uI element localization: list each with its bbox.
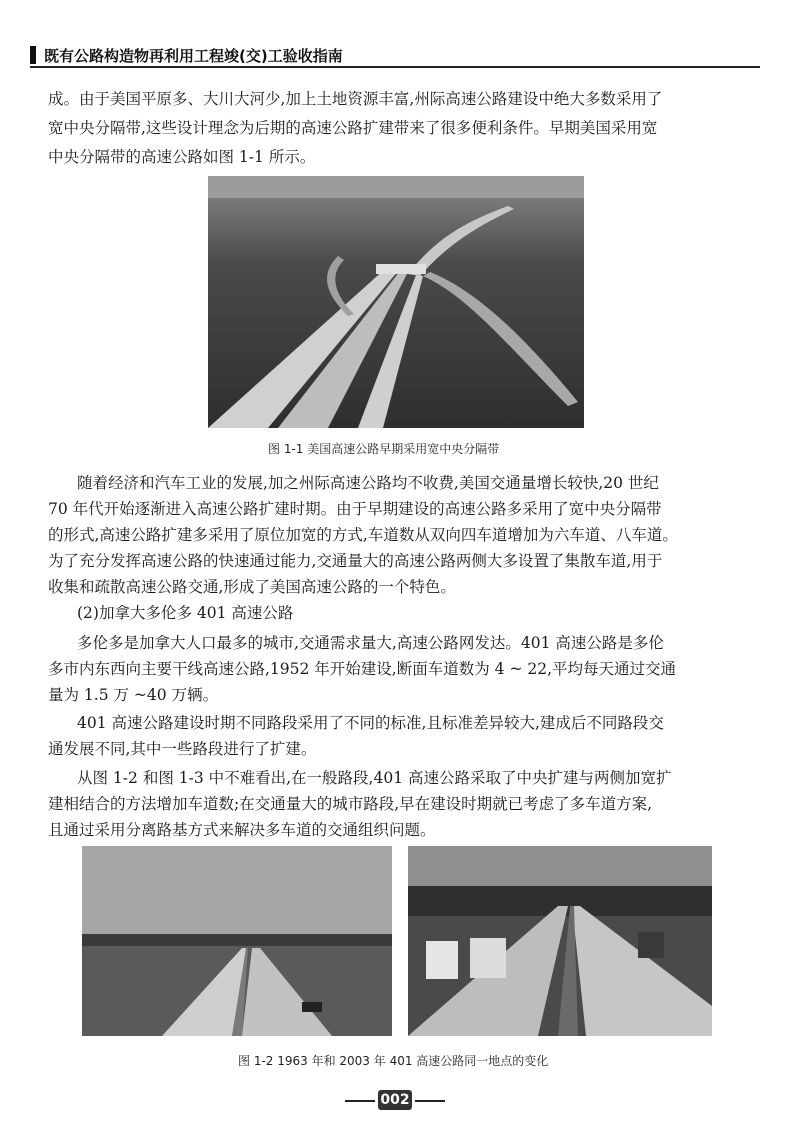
page-number-rule-left xyxy=(345,1100,375,1102)
paragraph-2-line-5: 收集和疏散高速公路交通,形成了美国高速公路的一个特色。 xyxy=(48,578,456,596)
paragraph-1-line-3: 中央分隔带的高速公路如图 1-1 所示。 xyxy=(48,148,316,166)
paragraph-4-line-1: 401 高速公路建设时期不同路段采用了不同的标准,且标准差异较大,建成后不同路段交 xyxy=(77,714,664,732)
paragraph-3-line-2: 多市内东西向主要干线高速公路,1952 年开始建设,断面车道数为 4 ~ 22,平均每天通过交通 xyxy=(48,660,677,678)
figure-1-1-photo xyxy=(208,176,584,428)
highway-1963-illustration xyxy=(82,846,392,1036)
figure-1-1-caption: 图 1-1 美国高速公路早期采用宽中央分隔带 xyxy=(268,442,500,456)
page-number: 002 xyxy=(378,1090,412,1110)
paragraph-3-line-3: 量为 1.5 万 ~40 万辆。 xyxy=(48,686,219,704)
highway-2003-illustration xyxy=(408,846,712,1036)
paragraph-3-line-1: 多伦多是加拿大人口最多的城市,交通需求量大,高速公路网发达。401 高速公路是多伦 xyxy=(77,634,664,652)
highway-aerial-illustration xyxy=(208,176,584,428)
page-number-rule-right xyxy=(415,1100,445,1102)
paragraph-4-line-2: 通发展不同,其中一些路段进行了扩建。 xyxy=(48,740,317,758)
figure-1-2-caption: 图 1-2 1963 年和 2003 年 401 高速公路同一地点的变化 xyxy=(238,1054,549,1068)
paragraph-1-line-2: 宽中央分隔带,这些设计理念为后期的高速公路扩建带来了很多便利条件。早期美国采用宽 xyxy=(48,119,658,137)
page-number-block xyxy=(345,1090,445,1112)
header-bar xyxy=(30,46,36,64)
figure-1-2-photo-2003 xyxy=(408,846,712,1036)
paragraph-1-line-1: 成。由于美国平原多、大川大河少,加上土地资源丰富,州际高速公路建设中绝大多数采用了 xyxy=(48,90,663,108)
header-title: 既有公路构造物再利用工程竣(交)工验收指南 xyxy=(44,47,343,65)
paragraph-2-line-2: 70 年代开始逐渐进入高速公路扩建时期。由于早期建设的高速公路多采用了宽中央分隔带 xyxy=(48,500,662,518)
paragraph-5-line-1: 从图 1-2 和图 1-3 中不难看出,在一般路段,401 高速公路采取了中央扩建与两侧加宽扩 xyxy=(77,769,672,787)
paragraph-5-line-2: 建相结合的方法增加车道数;在交通量大的城市路段,早在建设时期就已考虑了多车道方案, xyxy=(48,795,653,813)
figure-1-2-photo-1963 xyxy=(82,846,392,1036)
section-heading: (2)加拿大多伦多 401 高速公路 xyxy=(77,604,294,622)
paragraph-2-line-1: 随着经济和汽车工业的发展,加之州际高速公路均不收费,美国交通量增长较快,20 世纪 xyxy=(77,474,659,492)
paragraph-2-line-4: 为了充分发挥高速公路的快速通过能力,交通量大的高速公路两侧大多设置了集散车道,用于 xyxy=(48,552,663,570)
running-header xyxy=(30,44,760,68)
paragraph-2-line-3: 的形式,高速公路扩建多采用了原位加宽的方式,车道数从双向四车道增加为六车道、八车道。 xyxy=(48,526,678,544)
paragraph-5-line-3: 且通过采用分离路基方式来解决多车道的交通组织问题。 xyxy=(48,821,436,839)
